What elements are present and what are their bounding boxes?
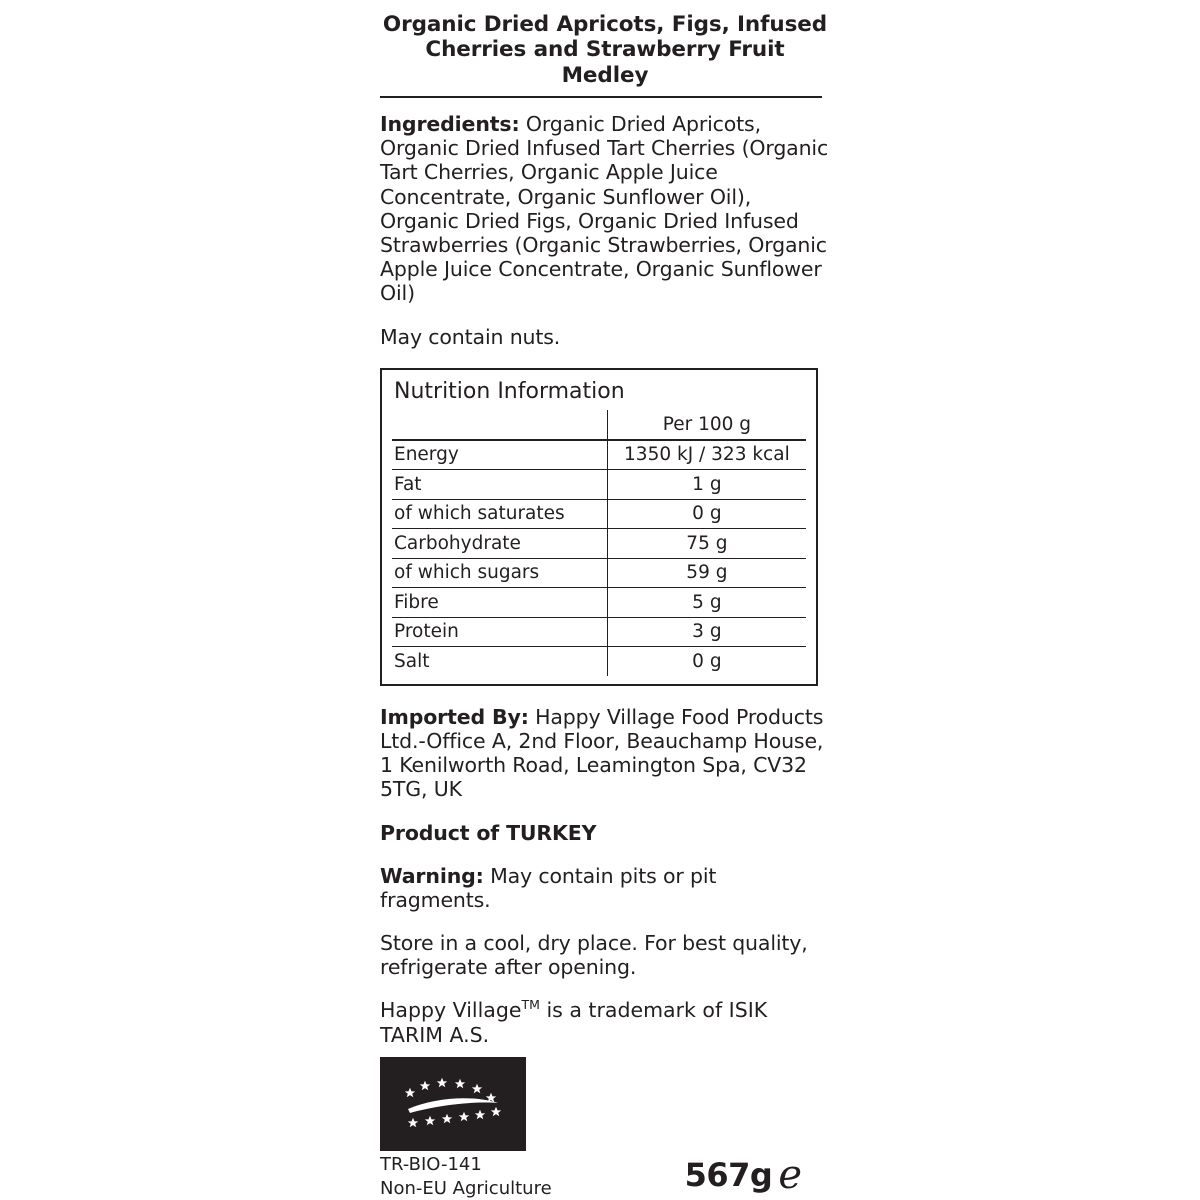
nutrient-name: Energy	[392, 440, 607, 470]
eu-organic-leaf-logo	[380, 1057, 526, 1151]
title-divider	[380, 96, 822, 98]
ingredients-heading: Ingredients:	[380, 112, 520, 137]
nutrition-blank-header	[392, 410, 607, 440]
warning-heading: Warning:	[380, 863, 484, 888]
nutrient-value: 1350 kJ / 323 kcal	[607, 440, 806, 470]
page-title: Organic Dried Apricots, Figs, Infused Cherries and Strawberry Fruit Medley	[382, 12, 828, 88]
ingredients-paragraph	[380, 112, 830, 306]
allergen-statement: May contain nuts.	[380, 324, 561, 349]
nutrient-name: of which saturates	[392, 499, 607, 529]
nutrient-name: Protein	[392, 617, 607, 647]
nutrition-information-panel	[380, 368, 818, 686]
warning-paragraph	[380, 864, 830, 912]
nutrition-table	[392, 410, 806, 676]
nutrient-value: 59 g	[607, 558, 806, 588]
nutrient-value: 3 g	[607, 617, 806, 647]
nutrient-name: of which sugars	[392, 558, 607, 588]
nutrient-value: 1 g	[607, 470, 806, 500]
table-row	[392, 647, 806, 676]
nutrient-name: Fat	[392, 470, 607, 500]
table-row	[392, 440, 806, 470]
nutrient-name: Salt	[394, 650, 430, 672]
nutrition-column-header: Per 100 g	[607, 410, 806, 440]
table-row	[392, 588, 806, 618]
table-header-row	[392, 410, 806, 440]
importer-paragraph	[380, 705, 830, 802]
nutrient-value: 0 g	[607, 647, 806, 676]
label-footer	[380, 1057, 830, 1200]
organic-certification-block	[380, 1057, 580, 1200]
nutrition-title: Nutrition Information	[394, 378, 625, 404]
nutrient-name: Carbohydrate	[392, 529, 607, 559]
warning-text: May contain pits or pit fragments.	[380, 863, 717, 912]
net-weight-block	[684, 1152, 802, 1200]
nutrient-value: 0 g	[607, 499, 806, 529]
ingredients-text: Organic Dried Apricots, Organic Dried Infused Tart Cherries (Organic Tart Cherries, Organic Apple Juice Concentrate, Organic Sunflower Oil), Organic Dried Figs, Organic Dried Infused Strawberries (Organic Strawberries, Organic Apple Juice Concentrate, Organic Sunflower Oil)	[380, 112, 829, 306]
table-row	[392, 617, 806, 647]
country-of-origin	[380, 821, 830, 845]
nutrient-name: Fibre	[392, 588, 607, 618]
trademark-text: is a trademark of ISIK TARIM A.S.	[380, 998, 768, 1047]
net-weight-value: 567g	[684, 1156, 773, 1195]
estimated-sign-icon: e	[778, 1152, 802, 1199]
trademark-statement	[380, 998, 830, 1046]
table-row	[392, 558, 806, 588]
organic-code: TR-BIO-141	[380, 1153, 482, 1175]
table-row	[392, 470, 806, 500]
table-row	[392, 499, 806, 529]
table-row	[392, 529, 806, 559]
nutrient-value: 5 g	[607, 588, 806, 618]
organic-origin: Non-EU Agriculture	[380, 1178, 552, 1200]
trademark-symbol: TM	[521, 997, 540, 1013]
importer-text: Happy Village Food Products Ltd.-Office A, 2nd Floor, Beauchamp House, 1 Kenilworth Road, Leamington Spa, CV32 5TG, UK	[380, 704, 824, 802]
importer-heading: Imported By:	[380, 704, 529, 729]
origin-text: Product of TURKEY	[380, 820, 597, 845]
storage-instructions: Store in a cool, dry place. For best quality, refrigerate after opening.	[380, 931, 808, 980]
product-label	[380, 12, 830, 1200]
trademark-brand: Happy Village	[380, 998, 522, 1023]
nutrient-value: 75 g	[607, 529, 806, 559]
